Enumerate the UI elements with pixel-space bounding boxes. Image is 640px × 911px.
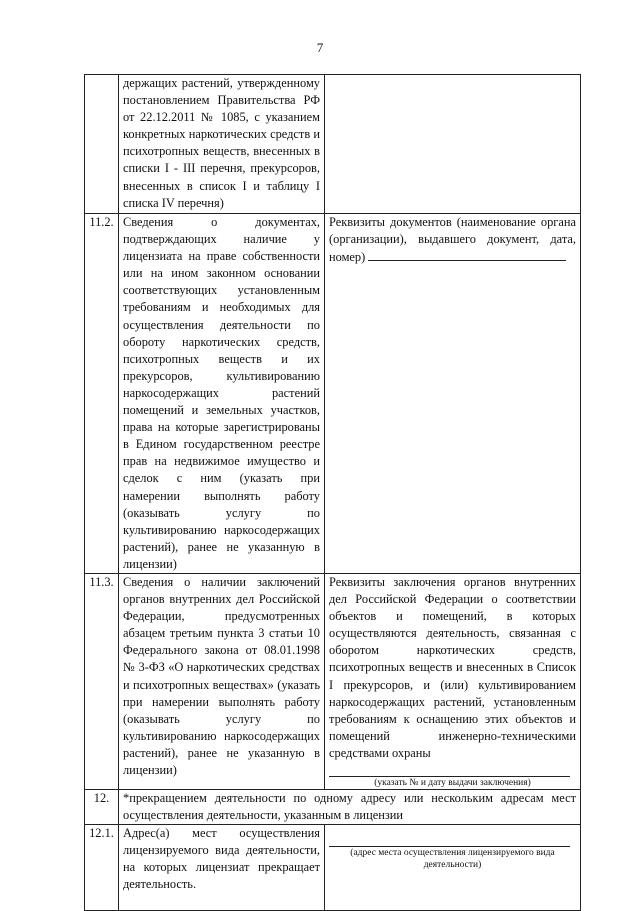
table-row xyxy=(85,75,581,214)
premises-documents-value-cell xyxy=(325,214,581,574)
row-number-11-2: 11.2. xyxy=(85,214,119,574)
continued-description-text: держащих растений, утвержденному постановлением Правительства РФ от 22.12.2011 № 1085, с указанием конкретных наркотических средств и психотропных веществ, внесенных в списки I - III перечня, прекурсоров, внесенных в список I и таблицу I списка IV перечня) xyxy=(123,76,320,210)
row-number-cell xyxy=(85,75,119,214)
table-row xyxy=(85,214,581,574)
termination-address-value-cell xyxy=(325,825,581,911)
row-number-12-1: 12.1. xyxy=(85,825,119,911)
termination-address-entry-line[interactable] xyxy=(329,832,570,847)
police-conclusions-description-cell xyxy=(119,573,325,789)
termination-heading: *прекращением деятельности по одному адресу или нескольким адресам мест осуществления деятельности, указанным в лицензии xyxy=(123,791,576,823)
continued-value-cell xyxy=(325,75,581,214)
police-conclusions-label: Реквизиты заключения органов внутренних дел Российской Федерации о соответствии объектов и помещений, в которых осуществляются деятельность, связанная с оборотом наркотических средств, психотропных веществ и внесенных в Список I прекурсоров, и (или) культивированием наркосодержащих растений, установленным требованиям к оснащению этих объектов и помещений инженерно-техническими средствами охраны xyxy=(329,574,576,760)
table-row xyxy=(85,825,581,911)
table-row xyxy=(85,790,581,825)
police-conclusion-caption: (указать № и дату выдачи заключения) xyxy=(374,778,531,788)
police-conclusions-value-cell xyxy=(325,573,581,789)
continued-description-cell xyxy=(119,75,325,214)
premises-documents-entry-line[interactable] xyxy=(368,248,566,261)
application-form-table xyxy=(84,74,581,911)
termination-address-caption: (адрес места осуществления лицензируемого вида деятельности) xyxy=(350,848,555,871)
premises-documents-label: Реквизиты документов (наименование органа (организации), выдавшего документ, дата, номер) xyxy=(329,215,576,265)
page-number: 7 xyxy=(316,40,324,55)
row-number-11-3: 11.3. xyxy=(85,573,119,789)
police-conclusion-entry-line[interactable] xyxy=(329,762,570,777)
termination-heading-cell xyxy=(119,790,581,825)
termination-address-description-cell xyxy=(119,825,325,911)
premises-documents-description: Сведения о документах, подтверждающих наличие у лицензиата на праве собственности или на ином законном основании соответствующих установленным требованиям и необходимых для осуществления деятельности по обороту наркотических средств, психотропных веществ и их прекурсоров, культивированию наркосодержащих растений помещений и земельных участков, права на которые зарегистрированы в Едином государственном реестре прав на недвижимое имущество и сделок с ним (указать при намерении выполнять работу (оказывать услугу по культивированию наркосодержащих растений), ранее не указанную в лицензии) xyxy=(123,215,320,571)
premises-documents-description-cell xyxy=(119,214,325,574)
police-conclusions-description: Сведения о наличии заключений органов внутренних дел Российской Федерации, предусмотренных абзацем третьим пункта 3 статьи 10 Федерального закона от 08.01.1998 № 3-ФЗ «О наркотических средствах и психотропных веществах» (указать при намерении выполнять работу (оказывать услугу по культивированию наркосодержащих растений), ранее не указанную в лицензии) xyxy=(123,574,320,777)
row-number-12: 12. xyxy=(85,790,119,825)
table-row xyxy=(85,573,581,789)
termination-address-description: Адрес(а) мест осуществления лицензируемого вида деятельности, на которых лицензиат прекращает деятельность. xyxy=(123,826,320,892)
